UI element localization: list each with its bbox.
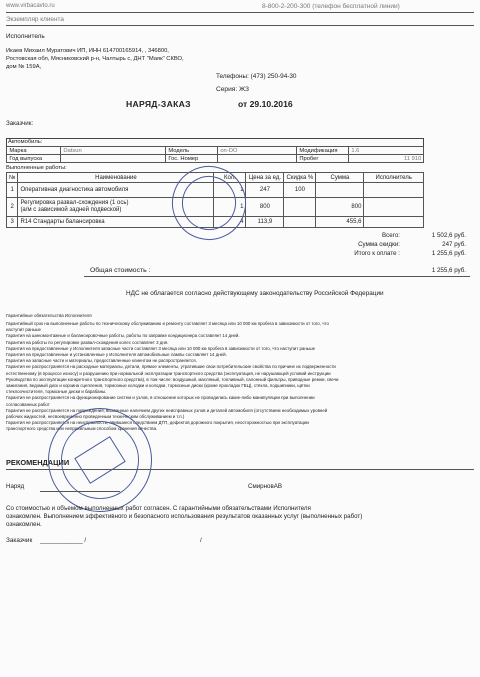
car-modification-value: 1.6: [349, 147, 424, 155]
works-col-number: №: [7, 173, 18, 183]
works-cell-qty: 1: [214, 198, 246, 217]
works-cell-price: 247: [246, 183, 284, 198]
executor-label: Исполнитель: [6, 33, 45, 40]
total-value: 1 502,6 руб.: [431, 232, 466, 239]
executor-line2: Ростовская обл, Мясниковский р-н, Чалтырь с, ДНТ "Маяк" СКВО,: [6, 56, 184, 62]
car-plate-label: Гос. Номер: [166, 155, 218, 163]
car-model-value: on-DO: [218, 147, 297, 155]
works-cell-name: Оперативная диагностика автомобиля: [18, 183, 214, 198]
copy-label: Экземпляр клиента: [6, 16, 64, 23]
works-cell-number: 3: [7, 217, 18, 228]
executor-signature-line: [40, 491, 120, 492]
warranty-line: Гарантия на шиномонтажные и балансировочные работы, работы по заправке кондиционера составляет 14 дней.: [6, 333, 240, 339]
overall-cost-value: 1 255,6 руб.: [431, 267, 466, 274]
warranty-line: Гарантия на предоставленные и установленные у Исполнителя автомобильные лампы составляет 14 дней.: [6, 352, 227, 358]
works-cell-executor: [364, 217, 424, 228]
car-info-box: [6, 138, 424, 163]
executor-line3: дом № 159А,: [6, 64, 42, 70]
order-title: НАРЯД-ЗАКАЗ: [126, 99, 191, 109]
executor-line1: Икаев Михаил Муратович ИП, ИНН 614700165914, , 346800,: [6, 48, 169, 54]
works-cell-sum: 800: [316, 198, 364, 217]
order-series: Серия: ЖЗ: [216, 86, 250, 93]
works-row2-note: (а/м с зависимой задней подвеской): [20, 207, 122, 213]
warranty-line: рабочих жидкостей, несвоевременно проведенным техническим обслуживанием и т.п.): [6, 414, 185, 420]
warranty-line: Руководства по эксплуатации конкретного транспортного средства), в том числе: воздушный, масляный, топливный, салонный фильтры, приводные ремни, свечи: [6, 376, 339, 382]
agreement-line: ознакомлен.: [6, 521, 42, 528]
works-cell-sum: [316, 183, 364, 198]
works-cell-name: R14 Стандарты балансировка: [18, 217, 214, 228]
works-col-sum: Сумма: [316, 173, 364, 183]
website-text: www.virbacavto.ru: [6, 3, 55, 9]
customer-signature-blank: ____________ /: [40, 537, 87, 544]
car-row-2: [7, 155, 424, 163]
car-year-value: [61, 155, 166, 163]
agreement-line: ознакомлен. Выполнением эффективного и безопасного использования результатов оказанных услуг (выполненных работ): [6, 513, 363, 520]
works-cell-qty: 4: [214, 217, 246, 228]
works-cell-discount: [284, 217, 316, 228]
works-cell-price: 800: [246, 198, 284, 217]
car-year-label: Год выпуска: [7, 155, 61, 163]
payable-value: 1 255,6 руб.: [431, 250, 466, 257]
discount-value: 247 руб.: [442, 241, 466, 248]
warranty-line: Гарантия на предоставленные у Исполнителя запасные части составляет 3 месяца или 10 000 км пробега в зависимости от того, что наступит раньше: [6, 345, 316, 351]
executor-name: СмирновАВ: [248, 483, 283, 490]
car-model-label: Модель: [166, 147, 218, 155]
car-row-1: [7, 147, 424, 155]
seal-stamp-icon: [159, 153, 259, 253]
warranty-line: Гарантия не распространяется на неисправности, явившиеся следствием ДТП, дефектов дорожного покрытия, неосторожностью при эксплуатации: [6, 420, 309, 426]
overall-cost-rule: [84, 276, 470, 277]
copy-rule: [6, 25, 474, 26]
vat-note: НДС не облагается согласно действующему законодательству Российской Федерации: [126, 290, 384, 297]
works-col-discount: Скидка %: [284, 173, 316, 183]
car-mileage-label: Пробег: [297, 155, 349, 163]
warranty-line: Гарантия на запасные части и материалы, предоставленные клиентом не распространяется.: [6, 358, 197, 364]
order-date: от 29.10.2016: [238, 99, 293, 109]
car-modification-label: Модификация: [297, 147, 349, 155]
warranty-title: Гарантийные обязательства Исполнителя: [6, 313, 92, 318]
warranty-line: наступит раньше: [6, 327, 41, 333]
works-section-label: Выполненные работы:: [6, 165, 67, 171]
overall-cost-label: Общая стоимость :: [90, 267, 151, 274]
hotline-phone: 8-800-2-200-300 (телефон бесплатной линии): [262, 3, 400, 10]
warranty-line: Гарантия не распространяется на расходные материалы, детали, прямое элементы, утратившие свои потребительские свойства по причине их подверженности: [6, 364, 336, 370]
works-cell-discount: [284, 198, 316, 217]
recommendations-label: РЕКОМЕНДАЦИИ: [6, 458, 70, 467]
works-cell-price: 113,9: [246, 217, 284, 228]
warranty-line: Гарантия не распространяется на функционирование систем и узлов, в отношение которых не проводились какие-либо манипуляции при выполнении: [6, 395, 315, 401]
customer-signature-close: /: [200, 537, 202, 544]
warranty-line: Гарантия на работы по регулировке развал-схождения колес составляет 3 дня.: [6, 339, 169, 345]
works-col-price: Цена за ед.: [246, 173, 284, 183]
warranty-line: Гарантия не распространяется на повреждения, вызванные наличием других неисправных узлов и деталей автомобиля (отсутствием необходимых уровней: [6, 407, 328, 413]
works-cell-executor: [364, 183, 424, 198]
customer-signature-label: Заказчик: [6, 537, 33, 544]
executor-phones: Телефоны: (473) 250-94-30: [216, 73, 297, 80]
works-col-executor: Исполнитель: [364, 173, 424, 183]
works-col-qty: Кол.: [214, 173, 246, 183]
works-row2-title: Регулировка развал-схождения (1 ось): [20, 200, 129, 206]
warranty-line: Гарантийный срок на выполненные работы по техническому обслуживанию и ремонту составляет 3 месяца или 10 000 км пробега в зависимости от того, что: [6, 321, 329, 326]
car-brand-label: Марка: [7, 147, 61, 155]
payable-label: Итого к оплате :: [354, 250, 400, 257]
works-col-name: Наименование: [18, 173, 214, 183]
warranty-line: стеклоочистителя, тормозные диски и барабаны.: [6, 389, 107, 395]
works-cell-qty: 1: [214, 183, 246, 198]
car-info-table: [6, 146, 424, 163]
works-cell-executor: [364, 198, 424, 217]
warranty-line: транспортного средства или неправильным способом хранения качества.: [6, 426, 158, 432]
agreement-text: [6, 505, 362, 529]
warranty-line: согласованных работ: [6, 401, 50, 407]
car-mileage-value: 11 910: [349, 155, 424, 163]
discount-label: Сумма скидки:: [358, 241, 400, 248]
header-rule: [6, 12, 474, 13]
car-plate-value: [218, 155, 297, 163]
works-cell-discount: 100: [284, 183, 316, 198]
customer-label: Заказчик:: [6, 120, 34, 127]
car-brand-value: Datsun: [61, 147, 166, 155]
works-cell-number: 2: [7, 198, 18, 217]
total-label: Всего:: [382, 232, 400, 239]
warranty-line: естественному (в процессе износу) и разрушению при нормальной эксплуатации транспортного средства (эксплуатация, не нарушающей условий инструкции: [6, 370, 331, 376]
order-executor-label: Наряд: [6, 483, 25, 490]
agreement-line: Со стоимостью и объемом выполненных работ согласен. С гарантийными обязательствами Исполнителя: [6, 505, 311, 512]
works-cell-sum: 455,6: [316, 217, 364, 228]
car-section-label: Автомобиль:: [8, 139, 43, 145]
warranty-line: зажигания, ведомый диск и корзина сцепления, тормозные колодки и колодки, тормозные диски (кроме прокладок ГБЦ), стёкла, подшипники, щётки: [6, 383, 310, 389]
works-cell-number: 1: [7, 183, 18, 198]
